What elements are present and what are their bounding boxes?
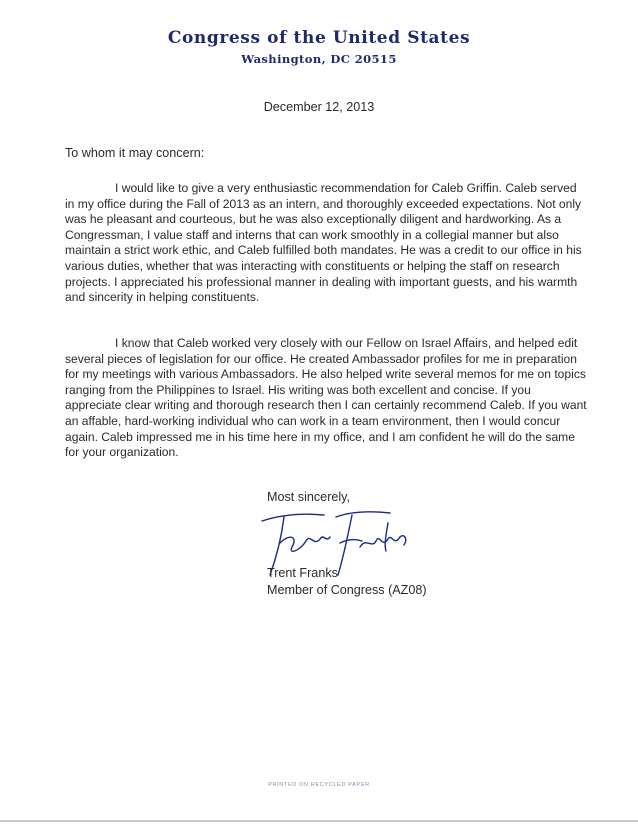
- signer-name: Trent Franks: [267, 566, 338, 580]
- letterhead-title: Congress of the United States: [167, 28, 471, 48]
- scan-edge-line: [0, 820, 638, 822]
- letter-date: December 12, 2013: [263, 100, 375, 114]
- signer-title: Member of Congress (AZ08): [267, 583, 427, 597]
- body-paragraph-2: I know that Caleb worked very closely with our Fellow on Israel Affairs, and helped edit several pieces of legislation for our office. He created Ambassador profiles for me in preparation for my meetings with various Ambassadors. He also helped write several memos for me on topics ranging from the Philippines to Israel. His writing was both excellent and concise. If you appreciate clear writing and thorough research then I can certainly recommend Caleb. If you want an affable, hard-working individual who can work in a team environment, then I would concur again. Caleb impressed me in his time here in my office, and I am confident he will do the same for your organization.: [65, 336, 587, 460]
- body-paragraph-1: I would like to give a very enthusiastic recommendation for Caleb Griffin. Caleb served in my office during the Fall of 2013 as an intern, and thoroughly exceeded expectations. Not only was he pleasant and courteous, but he was also exceptionally diligent and hardworking. As a Congressman, I value staff and interns that can work smoothly in a collegial manner but also maintain a strict work ethic, and Caleb fulfilled both mandates. He was a credit to our office in his various duties, whether that was interacting with constituents or helping the staff on research projects. I appreciated his professional manner in dealing with important guests, and his warmth and sincerity in helping constituents.: [65, 181, 582, 305]
- salutation: To whom it may concern:: [65, 146, 205, 160]
- recycled-paper-footer: PRINTED ON RECYCLED PAPER: [268, 782, 370, 788]
- letterhead-address: Washington, DC 20515: [241, 52, 397, 66]
- closing: Most sincerely,: [267, 490, 351, 504]
